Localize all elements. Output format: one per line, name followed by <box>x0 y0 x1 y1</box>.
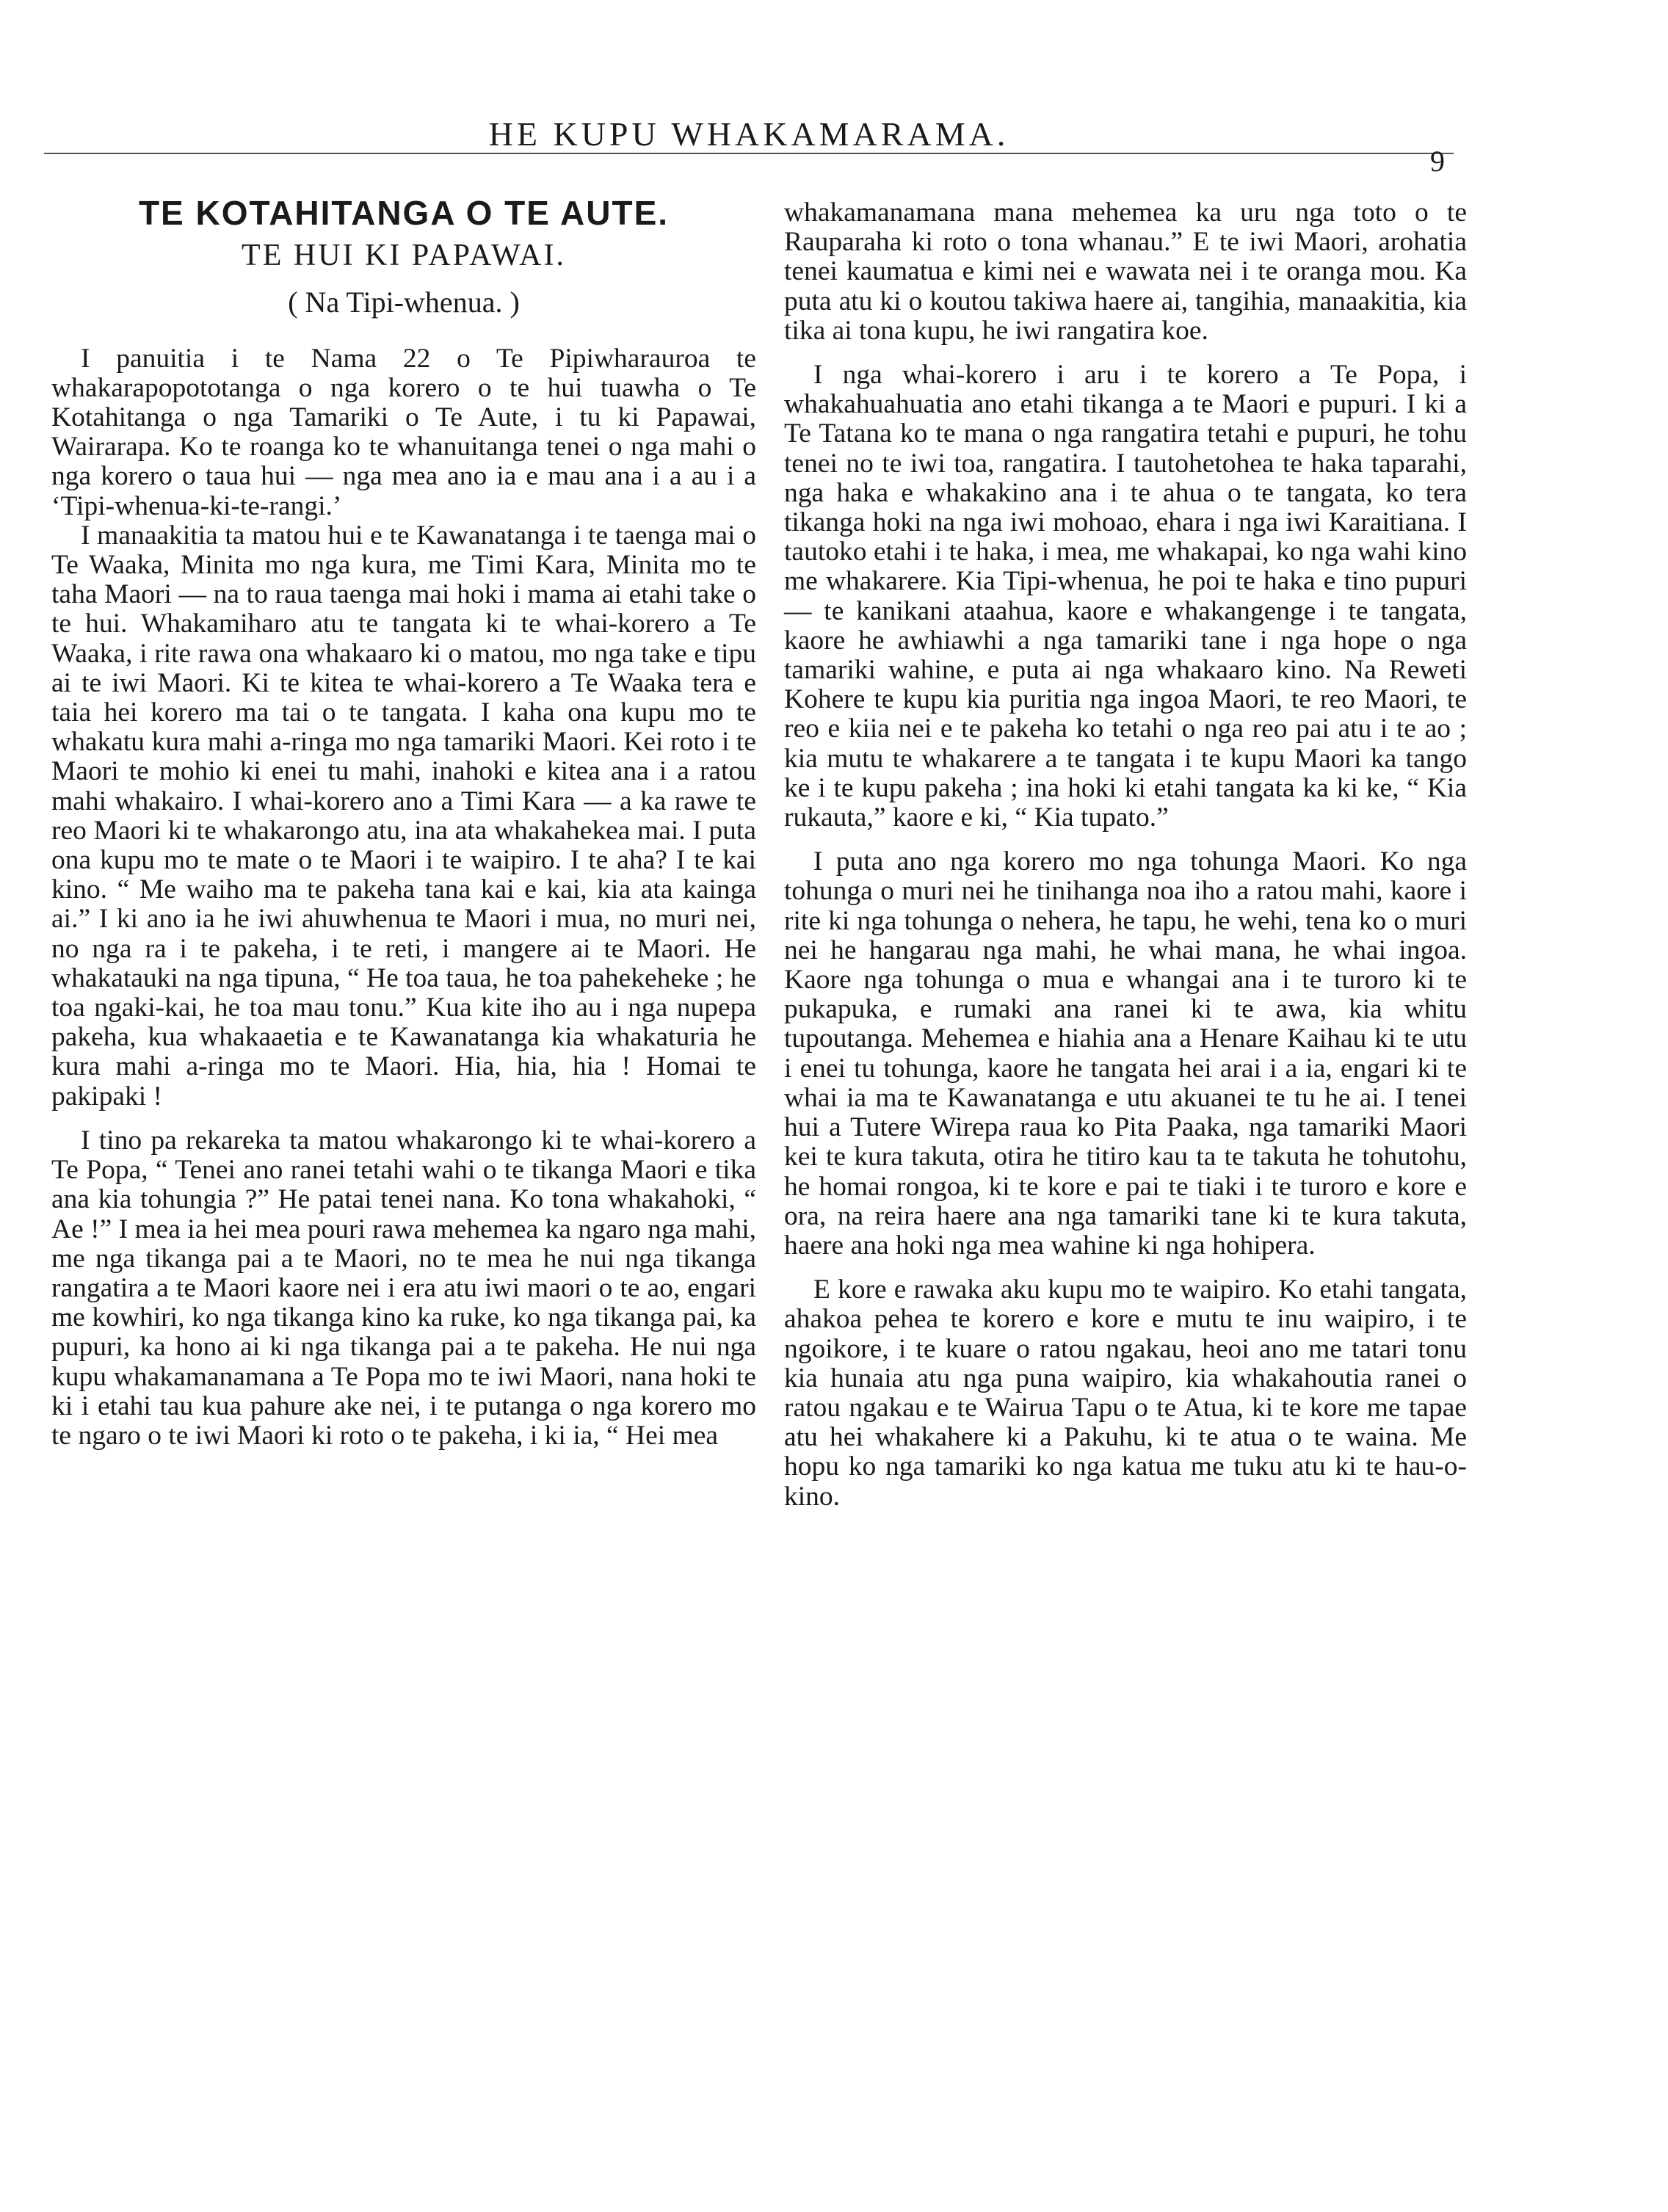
running-title: HE KUPU WHAKAMARAMA. <box>488 115 1009 153</box>
running-head <box>44 110 1454 154</box>
paragraph: I tino pa rekareka ta matou whakarongo ki te whai-korero a Te Popa, “ Tenei ano ranei tetahi wahi o te tikanga Maori e tika ana kia tohungia ?” He patai tenei nana. Ko tona whakahoki, “ Ae !” I mea ia hei mea pouri rawa mehemea ka ngaro nga mahi, me nga tikanga pai a te Maori, no te mea he nui nga tikanga rangatira a te Maori kaore nei i era atu iwi maori o te ao, engari me kowhiri, ko nga tikanga kino ka ruke, ko nga tikanga pai, ka pupuri, ka hono ai ki nga tikanga pai a te pakeha. He nui nga kupu whakamanamana a Te Popa mo te iwi Maori, nana hoki te ki i etahi tau kua pahure ake nei, i te putanga o nga korero mo te ngaro o te iwi Maori ki roto o te pakeha, i ki ia, “ Hei mea <box>51 1125 756 1451</box>
paragraph: I manaakitia ta matou hui e te Kawanatanga i te taenga mai o Te Waaka, Minita mo nga kura, me Timi Kara, Minita mo te taha Maori — na to raua taenga mai hoki i mama ai etahi take o te hui. Whakamiharo atu te tangata ki te whai-korero a Te Waaka, i rite rawa ona whakaaro ki o matou, mo nga take e tipu ai te iwi Maori. Ki te kitea te whai-korero a Te Waaka tera e taia hei korero ma tai o te tangata. I kaha ona kupu mo te whakatu kura mahi a-ringa mo nga tamariki Maori. Kei roto i te Maori te mohio ki enei tu mahi, inahoki e kitea ana i a ratou mahi whakairo. I whai-korero ano a Timi Kara — a ka rawe te reo Maori ki te whakarongo atu, ina ata whakahekea mai. I puta ona kupu mo te mate o te Maori i te waipiro. I te aha? I te kai kino. “ Me waiho ma te pakeha tana kai e kai, kia ata kainga ai.” I ki ano ia he iwi ahuwhenua te Maori i mua, no muri nei, no nga ra i te pakeha, i te reti, i mangere ai te Maori. He whakatauki na nga tipuna, “ He toa taua, he toa pahekeheke ; he toa ngaki-kai, he toa mau tonu.” Kua kite iho au i nga nupepa pakeha, kua whakaaetia e te Kawanatanga kia whakaturia he kura mahi a-ringa mo te Maori. Hia, hia, hia ! Homai te pakipaki ! <box>51 520 757 1112</box>
paragraph: whakamanamana mana mehemea ka uru nga toto o te Rauparaha ki roto o tona whanau.” E te iwi Maori, arohatia tenei kaumatua e kimi nei e wawata nei i te oranga mou. Ka puta atu ki o koutou takiwa haere ai, tangihia, manaakitia, kia tika ai tona kupu, he iwi rangatira koe. <box>784 197 1467 346</box>
paragraph: I nga whai-korero i aru i te korero a Te Popa, i whakahuahuatia ano etahi tikanga a te Maori e pupuri. I ki a Te Tatana ko te mana o nga rangatira tetahi e pupuri, he tohu tenei no te iwi toa, rangatira. I tautohetohea te haka taparahi, nga haka e whakakino ana i te ahua o te tangata, ko tera tikanga hoki na nga iwi mohoao, ehara i nga iwi Karaitiana. I tautoko etahi i te haka, i mea, me whakapai, ko nga wahi kino me whakarere. Kia Tipi-whenua, he poi te haka e tino pupuri — te kanikani ataahua, kaore e whakangenge i te tangata, kaore he awhiawhi a nga tamariki tane i nga hope o nga tamariki wahine, e puta ai nga whakaaro kino. Na Reweti Kohere te kupu kia puritia nga ingoa Maori, te reo Maori, te reo e kiia nei e te pakeha ko tetahi o nga reo pai atu i te ao ; kia mutu te whakarere a te tangata i te kupu Maori ka tango ke i te kupu pakeha ; ina hoki ki etahi tangata ka ki ke, “ Kia rukauta,” kaore e ki, “ Kia tupato.” <box>784 360 1467 833</box>
article-subtitle: TE HUI KI PAPAWAI. <box>242 239 566 273</box>
paragraph: I puta ano nga korero mo nga tohunga Maori. Ko nga tohunga o muri nei he tinihanga noa iho a ratou mahi, kaore i rite ki nga tohunga o nehera, he tapu, he wehi, tena ko o muri nei he hangarau nga mahi, he whai mana, he whai ingoa. Kaore nga tohunga o mua e whangai ana i te turoro ki te pukapuka, e rumaki ana ranei ki te awa, kia whitu tupoutanga. Mehemea e hiahia ana a Henare Kaihau ki te utu i enei tu tohunga, kaore he tangata hei arai i a ia, engari ki te whai ia ma te Kawanatanga e utu akuanei te tu he ai. I tenei hui a Tutere Wirepa raua ko Pita Paaka, nga tamariki Maori kei te kura takuta, otira he titiro kau ta te takuta he tohutohu, he homai rongoa, ki te kore e pai te tiaki i te turoro e kore e ora, na reira haere ana nga tamariki tane ki te kura takuta, haere ana hoki nga mea wahine ki nga hohipera. <box>784 846 1467 1261</box>
article-byline: ( Na Tipi-whenua. ) <box>288 286 520 319</box>
left-column <box>51 194 757 1451</box>
paragraph: E kore e rawaka aku kupu mo te waipiro. Ko etahi tangata, ahakoa pehea te korero e kore e mutu te inu waipiro, i te ngoikore, i te kuare o ratou ngakau, heoi ano me tatari tonu kia hunaia atu nga puna waipiro, kia whakahoutia ranei o ratou ngakau e te Wairua Tapu o te Atua, ki te kore me tapae atu hei whakahere ki a Pakuhu, ki te atua o te waina. Me hopu ko nga tamariki ko nga katua me tuku atu ki te hau-o-kino. <box>784 1274 1467 1512</box>
paragraph: I panuitia i te Nama 22 o Te Pipiwharauroa te whakarapopototanga o nga korero o te hui tuawha o Te Kotahitanga o nga Tamariki o Te Aute, i tu ki Papawai, Wairarapa. Ko te roanga ko te whanuitanga tenei o nga mahi o nga korero o taua hui — nga mea ano ia e mau ana i a au i a ‘Tipi-whenua-ki-te-rangi.’ <box>51 343 756 521</box>
article-title: TE KOTAHITANGA O TE AUTE. <box>138 194 670 232</box>
right-column <box>784 198 1467 1512</box>
page-number: 9 <box>1430 145 1445 178</box>
